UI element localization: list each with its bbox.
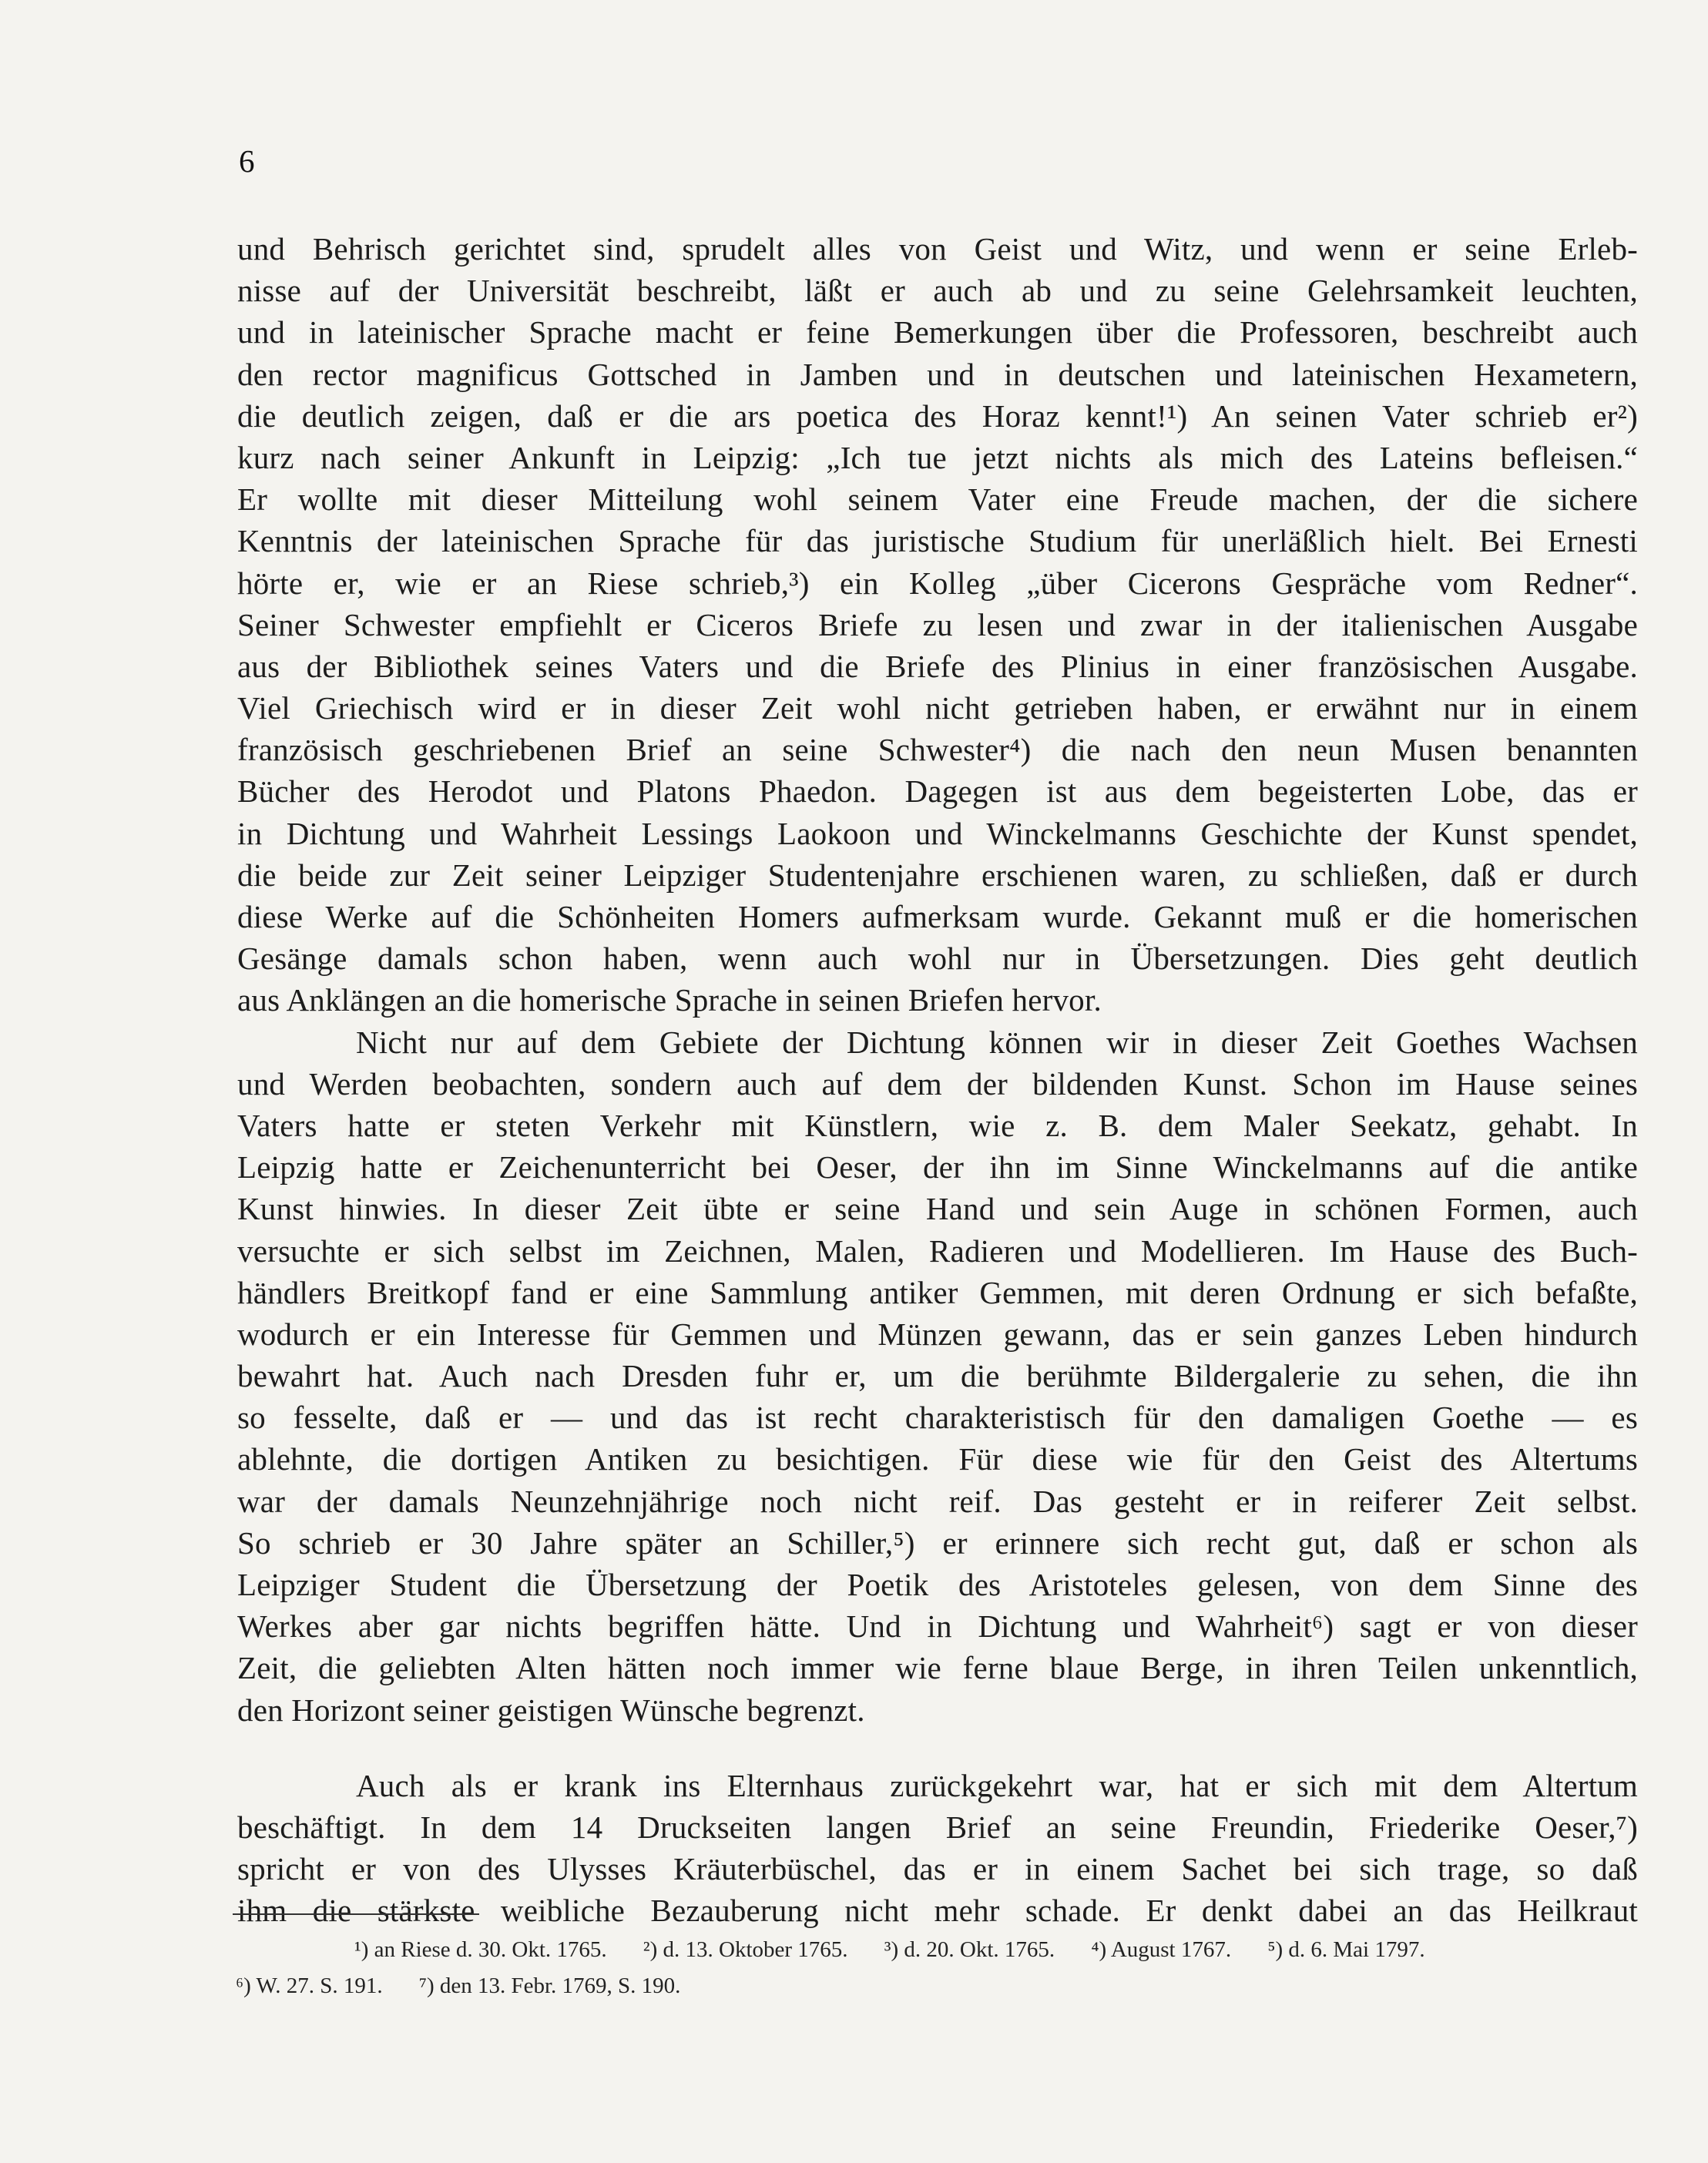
text-line: und Behrisch gerichtet sind, sprudelt alles von Geist und Witz, und wenn er seine Erleb- <box>237 231 1638 267</box>
footnotes <box>236 1932 1639 2004</box>
text-line: beschäftigt. In dem 14 Druckseiten langen Brief an seine Freundin, Friederike Oeser,⁷) <box>237 1809 1638 1845</box>
text-line: spricht er von des Ulysses Kräuterbüschel, das er in einem Sachet bei sich trage, so daß <box>237 1851 1638 1887</box>
footnote: ¹) an Riese d. 30. Okt. 1765. <box>354 1937 607 1962</box>
text-line: und in lateinischer Sprache macht er feine Bemerkungen über die Professoren, beschreibt auch <box>237 314 1638 350</box>
footnote-divider <box>233 1913 479 1915</box>
text-line: war der damals Neunzehnjährige noch nicht reif. Das gesteht er in reiferer Zeit selbst. <box>237 1483 1638 1519</box>
text-line: Leipziger Student die Übersetzung der Poetik des Aristoteles gelesen, von dem Sinne des <box>237 1567 1638 1602</box>
text-line: den rector magnificus Gottsched in Jamben und in deutschen und lateinischen Hexametern, <box>237 356 1638 392</box>
text-line: Viel Griechisch wird er in dieser Zeit wohl nicht getrieben haben, er erwähnt nur in einem <box>237 690 1638 726</box>
text-line: versuchte er sich selbst im Zeichnen, Malen, Radieren und Modellieren. Im Hause des Buch- <box>237 1232 1638 1269</box>
page-number: 6 <box>239 143 255 179</box>
text-line: diese Werke auf die Schönheiten Homers aufmerksam wurde. Gekannt muß er die homerischen <box>237 899 1638 934</box>
body-text <box>237 228 1638 1932</box>
text-line: Kunst hinwies. In dieser Zeit übte er seine Hand und sein Auge in schönen Formen, auch <box>237 1191 1638 1227</box>
text-line: aus der Bibliothek seines Vaters und die Briefe des Plinius in einer französischen Ausgabe. <box>237 648 1638 684</box>
footnote: ⁵) d. 6. Mai 1797. <box>1267 1937 1425 1962</box>
text-line: in Dichtung und Wahrheit Lessings Laokoon und Winckelmanns Geschichte der Kunst spendet, <box>237 815 1638 851</box>
text-line: nisse auf der Universität beschreibt, läßt er auch ab und zu seine Gelehrsamkeit leuchten, <box>237 273 1638 309</box>
text-line: kurz nach seiner Ankunft in Leipzig: „Ich tue jetzt nichts als mich des Lateins befleisen.“ <box>237 439 1638 475</box>
text-line: französisch geschriebenen Brief an seine Schwester⁴) die nach den neun Musen benannten <box>237 732 1638 768</box>
text-line: die deutlich zeigen, daß er die ars poetica des Horaz kennt!¹) An seinen Vater schrieb er²) <box>237 397 1638 434</box>
footnote: ⁷) den 13. Febr. 1769, S. 190. <box>418 1974 681 1998</box>
footnote: ³) d. 20. Okt. 1765. <box>884 1937 1055 1962</box>
footnote: ²) d. 13. Oktober 1765. <box>643 1937 848 1962</box>
text-line: Werkes aber gar nichts begriffen hätte. Und in Dichtung und Wahrheit⁶) sagt er von dieser <box>237 1608 1638 1645</box>
text-line: Gesänge damals schon haben, wenn auch wohl nur in Übersetzungen. Dies geht deutlich <box>237 941 1638 977</box>
text-line: Vaters hatte er steten Verkehr mit Künstlern, wie z. B. dem Maler Seekatz, gehabt. In <box>237 1107 1638 1143</box>
text-line: und Werden beobachten, sondern auch auf dem der bildenden Kunst. Schon im Hause seines <box>237 1065 1638 1102</box>
footnote-line <box>236 1932 1639 1968</box>
paragraph-3 <box>237 1765 1638 1932</box>
text-line: Kenntnis der lateinischen Sprache für das juristische Studium für unerläßlich hielt. Bei Ernesti <box>237 523 1638 559</box>
paragraph-spacer <box>237 1731 1638 1765</box>
paragraph-1 <box>237 228 1638 1021</box>
footnote: ⁶) W. 27. S. 191. <box>236 1974 383 1998</box>
text-line: ablehnte, die dortigen Antiken zu besichtigen. Für diese wie für den Geist des Altertums <box>237 1441 1638 1477</box>
text-line: ihm die stärkste weibliche Bezauberung nicht mehr schade. Er denkt dabei an das Heilkraut <box>237 1893 1638 1929</box>
footnote-line <box>236 1968 1639 2004</box>
text-line: die beide zur Zeit seiner Leipziger Studentenjahre erschienen waren, zu schließen, daß er durch <box>237 857 1638 893</box>
text-line: Leipzig hatte er Zeichenunterricht bei Oeser, der ihn im Sinne Winckelmanns auf die antike <box>237 1149 1638 1185</box>
text-line: händlers Breitkopf fand er eine Sammlung antiker Gemmen, mit deren Ordnung er sich befaßte, <box>237 1274 1638 1310</box>
text-line: Er wollte mit dieser Mitteilung wohl seinem Vater eine Freude machen, der die sichere <box>237 481 1638 518</box>
footnote: ⁴) August 1767. <box>1091 1937 1232 1962</box>
text-line: So schrieb er 30 Jahre später an Schiller,⁵) er erinnere sich recht gut, daß er schon als <box>237 1524 1638 1561</box>
text-line: aus Anklängen an die homerische Sprache in seinen Briefen hervor. <box>237 982 1102 1018</box>
text-line: Zeit, die geliebten Alten hätten noch immer wie ferne blaue Berge, in ihren Teilen unkenntlich, <box>237 1650 1638 1686</box>
text-line: Nicht nur auf dem Gebiete der Dichtung können wir in dieser Zeit Goethes Wachsen <box>356 1024 1638 1060</box>
text-line: den Horizont seiner geistigen Wünsche begrenzt. <box>237 1692 865 1728</box>
text-line: Seiner Schwester empfiehlt er Ciceros Briefe zu lesen und zwar in der italienischen Ausgabe <box>237 606 1638 642</box>
text-line: Auch als er krank ins Elternhaus zurückgekehrt war, hat er sich mit dem Altertum <box>356 1767 1638 1803</box>
text-line: bewahrt hat. Auch nach Dresden fuhr er, um die berühmte Bildergalerie zu sehen, die ihn <box>237 1358 1638 1394</box>
text-line: hörte er, wie er an Riese schrieb,³) ein Kolleg „über Cicerons Gespräche vom Redner“. <box>237 565 1638 601</box>
text-line: wodurch er ein Interesse für Gemmen und Münzen gewann, das er sein ganzes Leben hindurch <box>237 1316 1638 1352</box>
text-line: so fesselte, daß er — und das ist recht charakteristisch für den damaligen Goethe — es <box>237 1400 1638 1436</box>
text-line: Bücher des Herodot und Platons Phaedon. Dagegen ist aus dem begeisterten Lobe, das er <box>237 773 1638 810</box>
paragraph-2 <box>237 1021 1638 1731</box>
